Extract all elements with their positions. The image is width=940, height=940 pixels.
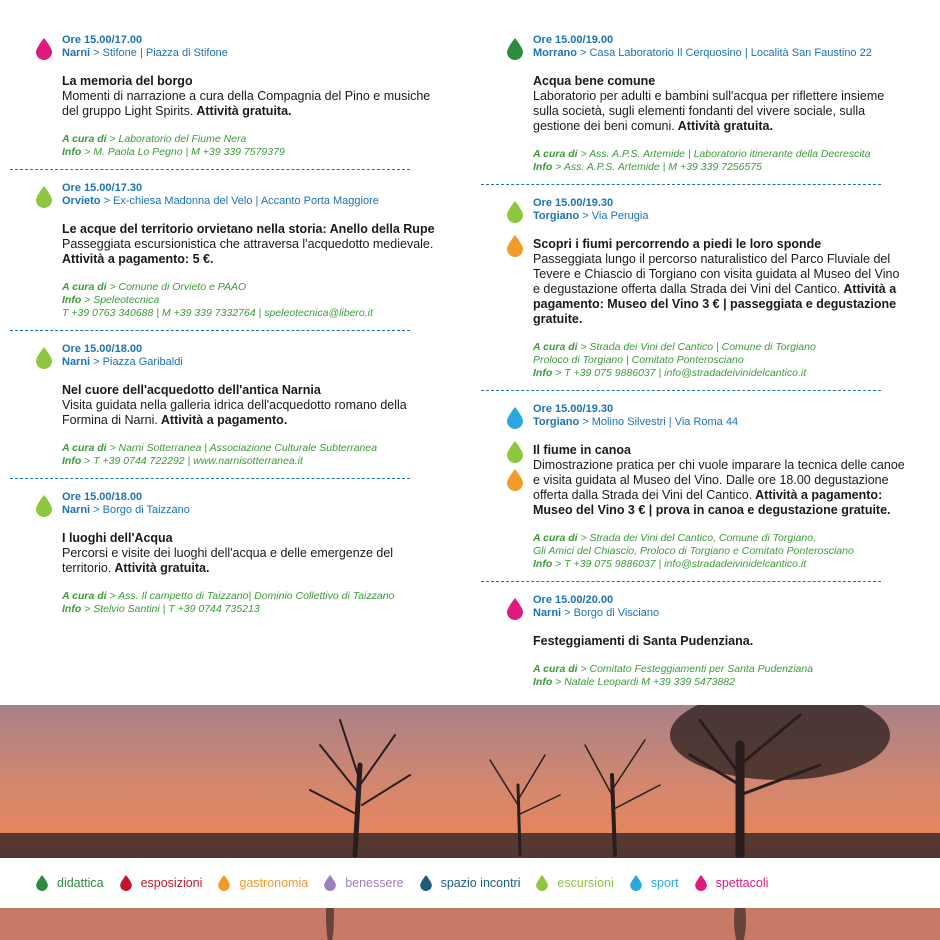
event-credits — [62, 590, 436, 616]
credit-line — [62, 455, 436, 468]
legend-label: gastronomia — [239, 876, 309, 890]
category-legend — [36, 875, 768, 891]
credit-label: A cura di — [62, 133, 107, 145]
event-place — [533, 416, 905, 429]
place-town: Narni — [62, 504, 91, 516]
dashed-separator — [10, 478, 410, 479]
place-town: Orvieto — [62, 195, 101, 207]
description-price: Attività gratuita. — [193, 104, 292, 118]
water-drop-icon — [324, 875, 336, 891]
dashed-separator — [481, 184, 881, 185]
credit-label: A cura di — [62, 281, 107, 293]
credit-text: > Comune di Orvieto e PAAO — [106, 281, 247, 293]
credit-line — [533, 545, 905, 558]
dashed-separator — [10, 330, 410, 331]
description-text: Momenti di narrazione a cura della Compagnia del Pino e musiche del gruppo Light Spirits. — [62, 89, 431, 118]
place-detail: > Piazza Garibaldi — [90, 356, 183, 368]
description-price: Attività a pagamento: 5 €. — [62, 252, 214, 266]
place-detail: > Via Perugia — [579, 210, 649, 222]
credit-label: Info — [62, 294, 82, 306]
event-place — [533, 210, 905, 223]
credit-label: Info — [533, 676, 553, 688]
event-item — [36, 491, 436, 616]
place-detail: > Casa Laboratorio Il Cerquosino | Località San Faustino 22 — [577, 47, 872, 59]
event-title: Scopri i fiumi percorrendo a piedi le loro sponde — [533, 237, 822, 251]
event-item — [507, 403, 905, 571]
water-drop-icon — [507, 441, 523, 463]
credit-label: A cura di — [62, 590, 107, 602]
description-price: Attività gratuita. — [674, 119, 773, 133]
legend-item — [120, 875, 203, 891]
legend-label: benessere — [345, 876, 404, 890]
description-text: Dimostrazione pratica per chi vuole imparare la tecnica delle canoe e visita guidata al Museo del Vino. Dalle ore 18.00 degustazione offerta dalla Strada dei Vini del Cantico. — [533, 458, 905, 502]
place-town: Torgiano — [533, 210, 580, 222]
event-description — [62, 546, 436, 576]
credit-label: Info — [62, 455, 82, 467]
credit-text: > Laboratorio del Fiume Nera — [106, 133, 247, 145]
credit-text: > Speleotecnica — [81, 294, 160, 306]
credit-text: > Ass. A.P.S. Artemide | Laboratorio itinerante della Decrescita — [577, 148, 871, 160]
water-drop-icon — [120, 875, 132, 891]
credit-text: > T +39 075 9886037 | info@stradadeivinidelcantico.it — [552, 558, 807, 570]
event-title: Il fiume in canoa — [533, 443, 631, 457]
credit-line — [533, 663, 905, 676]
event-title: La memoria del borgo — [62, 74, 193, 88]
legend-item — [36, 875, 104, 891]
credit-line — [533, 532, 905, 545]
legend-item — [324, 875, 403, 891]
event-credits — [533, 663, 905, 689]
event-item — [36, 182, 436, 320]
description-text: Passeggiata escursionistica che attraversa l'acquedotto medievale. — [62, 237, 434, 251]
place-detail: > Molino Silvestri | Via Roma 44 — [579, 416, 739, 428]
water-drop-icon — [630, 875, 642, 891]
place-detail: > Stifone | Piazza di Stifone — [90, 47, 228, 59]
credit-label: Info — [62, 603, 82, 615]
event-title: Festeggiamenti di Santa Pudenziana. — [533, 634, 754, 648]
event-time: Ore 15.00/19.00 — [533, 34, 614, 46]
event-time: Ore 15.00/17.30 — [62, 182, 143, 194]
credit-line — [533, 558, 905, 571]
water-drop-icon — [36, 875, 48, 891]
credit-line — [533, 354, 905, 367]
water-drop-icon — [218, 875, 230, 891]
credit-label: A cura di — [533, 663, 578, 675]
water-drop-icon — [507, 407, 523, 429]
credit-line — [62, 281, 436, 294]
event-description — [533, 252, 905, 327]
legend-label: spettacoli — [715, 876, 769, 890]
event-place — [62, 356, 436, 369]
credit-label: A cura di — [533, 532, 578, 544]
event-description — [533, 89, 905, 134]
legend-label: didattica — [57, 876, 104, 890]
credit-text: > Stelvio Santini | T +39 0744 735213 — [81, 603, 260, 615]
legend-label: escursioni — [557, 876, 614, 890]
event-title: Acqua bene comune — [533, 74, 656, 88]
place-town: Narni — [62, 47, 91, 59]
description-text: Laboratorio per adulti e bambini sull'acqua per riflettere insieme sulla società, sugli elementi fondanti del vivere sociale, sulla gestione dei beni comuni. — [533, 89, 885, 133]
credit-text: > Narni Sotterranea | Associazione Culturale Subterranea — [106, 442, 378, 454]
description-price: Attività a pagamento: Museo del Vino 3 € | passeggiata e degustazione gratuite. — [533, 282, 897, 326]
place-town: Narni — [533, 607, 562, 619]
event-place — [533, 47, 905, 60]
credit-line — [62, 294, 436, 307]
credit-text: > Comitato Festeggiamenti per Santa Pudenziana — [577, 663, 814, 675]
event-credits — [62, 281, 436, 320]
credit-label: Info — [533, 558, 553, 570]
water-drop-icon — [507, 201, 523, 223]
event-credits — [533, 148, 905, 174]
place-detail: > Borgo di Taizzano — [90, 504, 190, 516]
event-credits — [62, 133, 436, 159]
legend-item — [420, 875, 521, 891]
event-item — [36, 34, 436, 159]
event-place — [62, 47, 436, 60]
credit-text: T +39 0763 340688 | M +39 339 7332764 | speleotecnica@libero.it — [62, 307, 373, 319]
credit-label: A cura di — [533, 148, 578, 160]
event-item — [507, 594, 905, 689]
credit-text: > Natale Leopardi M +39 339 5473882 — [552, 676, 735, 688]
event-time: Ore 15.00/18.00 — [62, 343, 143, 355]
description-text: Percorsi e visite dei luoghi dell'acqua e delle emergenze del territorio. — [62, 546, 394, 575]
water-drop-icon — [36, 347, 52, 369]
credit-text: > Strada dei Vini del Cantico | Comune di Torgiano — [577, 341, 816, 353]
event-item — [507, 197, 905, 380]
legend-item — [218, 875, 308, 891]
event-description — [62, 237, 436, 267]
water-drop-icon — [507, 469, 523, 491]
water-drop-icon — [507, 38, 523, 60]
credit-line — [533, 676, 905, 689]
credit-label: Info — [533, 367, 553, 379]
water-drop-icon — [36, 495, 52, 517]
water-drop-icon — [507, 598, 523, 620]
event-time: Ore 15.00/19.30 — [533, 197, 614, 209]
place-detail: > Borgo di Visciano — [561, 607, 660, 619]
event-item — [507, 34, 905, 174]
description-price: Attività a pagamento: Museo del Vino 3 € | prova in canoa e degustazione gratuite. — [533, 488, 891, 517]
water-drop-icon — [36, 186, 52, 208]
event-title: Nel cuore dell'acquedotto dell'antica Narnia — [62, 383, 321, 397]
dashed-separator — [481, 581, 881, 582]
credit-text: Proloco di Torgiano | Comitato Ponterosciano — [533, 354, 744, 366]
dashed-separator — [481, 390, 881, 391]
legend-label: esposizioni — [140, 876, 203, 890]
credit-line — [62, 146, 436, 159]
event-place — [62, 504, 436, 517]
credit-label: A cura di — [62, 442, 107, 454]
event-credits — [533, 532, 905, 571]
right-column — [507, 34, 905, 689]
left-column — [36, 34, 436, 616]
credit-line — [533, 161, 905, 174]
event-time: Ore 15.00/19.30 — [533, 403, 614, 415]
water-drop-icon — [536, 875, 548, 891]
credit-line — [533, 341, 905, 354]
credit-line — [62, 307, 436, 320]
event-description — [62, 89, 436, 119]
event-description — [62, 398, 436, 428]
dashed-separator — [10, 169, 410, 170]
event-time: Ore 15.00/17.00 — [62, 34, 143, 46]
legend-label: sport — [650, 876, 679, 890]
credit-text: > T +39 0744 722292 | www.narnisotterranea.it — [81, 455, 303, 467]
credit-line — [533, 367, 905, 380]
place-town: Narni — [62, 356, 91, 368]
legend-item — [630, 875, 679, 891]
event-time: Ore 15.00/18.00 — [62, 491, 143, 503]
event-item — [36, 343, 436, 468]
legend-item — [695, 875, 769, 891]
event-title: I luoghi dell'Acqua — [62, 531, 173, 545]
credit-text: Gli Amici del Chiascio, Proloco di Torgiano e Comitato Ponterosciano — [533, 545, 854, 557]
credit-line — [62, 590, 436, 603]
description-text: Passeggiata lungo il percorso naturalistico del Parco Fluviale del Tevere e Chiascio di Torgiano con visita guidata al Museo del Vino e degustazione offerta dalla Strada dei Vini del Cantico. — [533, 252, 900, 296]
credit-line — [62, 133, 436, 146]
water-drop-icon — [695, 875, 707, 891]
credit-label: Info — [533, 161, 553, 173]
place-detail: > Ex-chiesa Madonna del Velo | Accanto Porta Maggiore — [100, 195, 379, 207]
credit-text: > T +39 075 9886037 | info@stradadeivinidelcantico.it — [552, 367, 807, 379]
water-drop-icon — [36, 38, 52, 60]
place-town: Torgiano — [533, 416, 580, 428]
event-time: Ore 15.00/20.00 — [533, 594, 614, 606]
event-credits — [62, 442, 436, 468]
event-place — [62, 195, 436, 208]
event-credits — [533, 341, 905, 380]
legend-item — [536, 875, 613, 891]
credit-line — [62, 603, 436, 616]
credit-label: A cura di — [533, 341, 578, 353]
description-price: Attività a pagamento. — [157, 413, 288, 427]
event-title: Le acque del territorio orvietano nella storia: Anello della Rupe — [62, 222, 435, 236]
event-description — [533, 458, 905, 518]
credit-label: Info — [62, 146, 82, 158]
credit-line — [533, 148, 905, 161]
credit-text: > Ass. Il campetto di Taizzano| Dominio Collettivo di Taizzano — [106, 590, 395, 602]
description-text: Visita guidata nella galleria idrica dell'acquedotto romano della Formina di Narni. — [62, 398, 407, 427]
event-place — [533, 607, 905, 620]
legend-label: spazio incontri — [440, 876, 521, 890]
credit-text: > Strada dei Vini del Cantico, Comune di Torgiano, — [577, 532, 816, 544]
place-town: Morrano — [533, 47, 577, 59]
water-drop-icon — [420, 875, 432, 891]
credit-line — [62, 442, 436, 455]
credit-text: > M. Paola Lo Pegno | M +39 339 7579379 — [81, 146, 285, 158]
credit-text: > Ass. A.P.S. Artemide | M +39 339 7256575 — [552, 161, 762, 173]
description-price: Attività gratuita. — [111, 561, 210, 575]
water-drop-icon — [507, 235, 523, 257]
